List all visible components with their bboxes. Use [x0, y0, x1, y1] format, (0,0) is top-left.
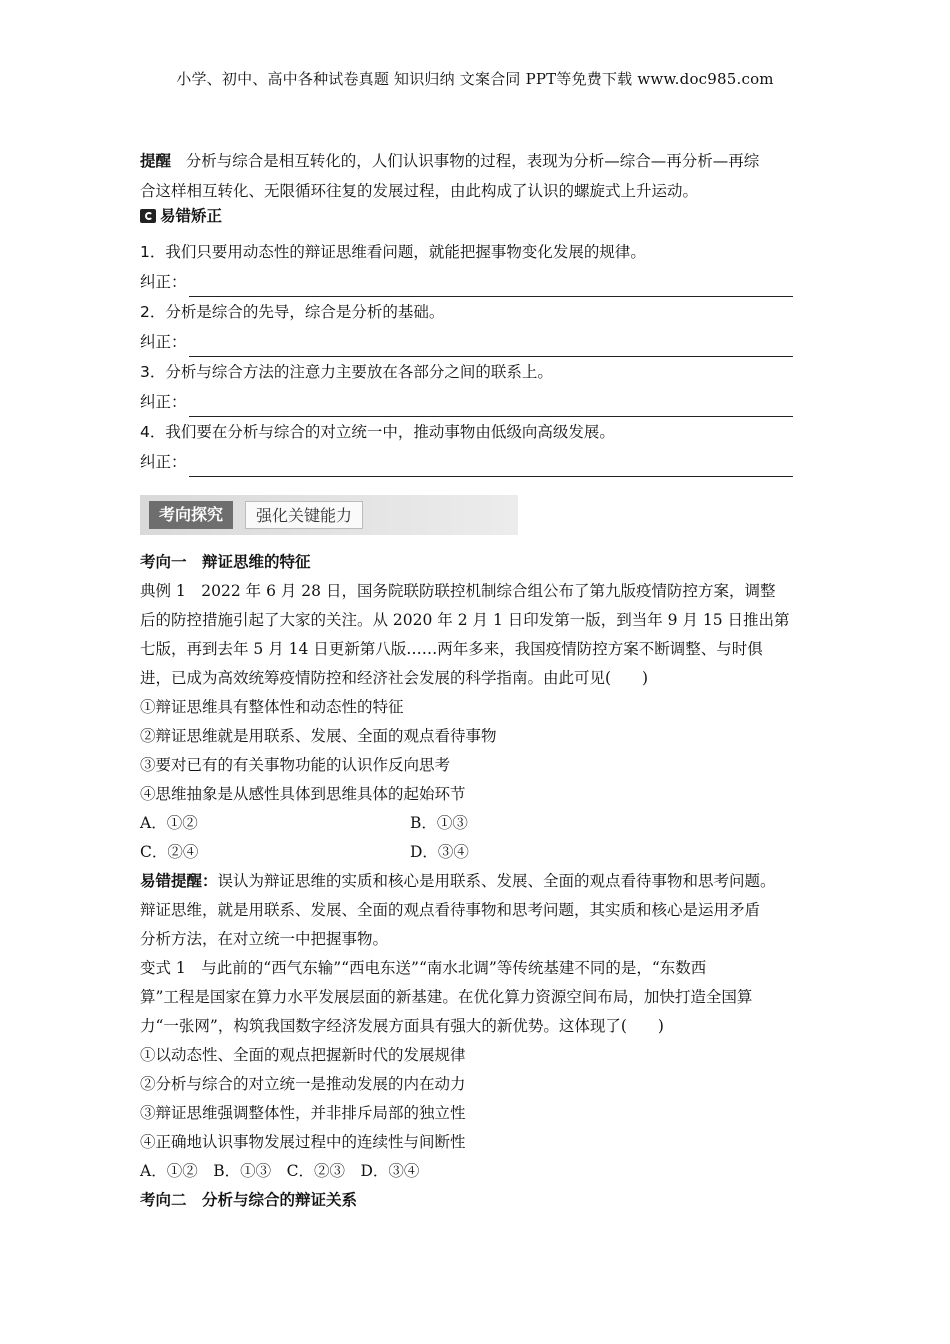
example-line-3: 七版，再到去年 5 月 14 日更新第八版……两年多来，我国疫情防控方案不断调整、与时俱	[140, 640, 763, 658]
tip-line-1: 误认为辩证思维的实质和核心是用联系、发展、全面的观点看待事物和思考问题。	[217, 872, 776, 890]
fix-label: 纠正：	[140, 333, 187, 351]
section-marker-icon	[140, 209, 156, 223]
fix-row-2	[140, 327, 820, 357]
page-header: 小学、初中、高中各种试卷真题 知识归纳 文案合同 PPT等免费下载 www.doc985.com	[176, 70, 774, 88]
variant-line-1: 变式 1 与此前的“西气东输”“西电东送”“南水北调”等传统基建不同的是，“东数西	[140, 959, 707, 977]
example-line-1: 典例 1 2022 年 6 月 28 日，国务院联防联控机制综合组公布了第九版疫情防控方案，调整	[140, 582, 776, 600]
fix-answer-line[interactable]	[189, 278, 793, 297]
example-line-2: 后的防控措施引起了大家的关注。从 2020 年 2 月 1 日印发第一版，到当年 9 月 15 日推出第	[140, 611, 790, 629]
statement-4: ④思维抽象是从感性具体到思维具体的起始环节	[140, 785, 466, 803]
option-b[interactable]: B．①③	[410, 814, 468, 832]
statement-1: ①辩证思维具有整体性和动态性的特征	[140, 698, 404, 716]
direction-1-title: 考向一 辩证思维的特征	[140, 553, 311, 571]
fix-answer-line[interactable]	[189, 398, 793, 417]
reminder-line-2: 合这样相互转化、无限循环往复的发展过程，由此构成了认识的螺旋式上升运动。	[140, 182, 699, 200]
banner-left-label: 考向探究	[149, 501, 233, 529]
section-banner	[140, 495, 518, 535]
tip-label: 易错提醒：	[140, 872, 218, 890]
fix-row-1	[140, 267, 820, 297]
statement-3: ③要对已有的有关事物功能的认识作反向思考	[140, 756, 451, 774]
variant-statement-3: ③辩证思维强调整体性，并非排斥局部的独立性	[140, 1104, 466, 1122]
tip-line-3: 分析方法，在对立统一中把握事物。	[140, 930, 389, 948]
option-a[interactable]: A．①②	[140, 814, 198, 832]
correction-item-4: 4．我们要在分析与综合的对立统一中，推动事物由低级向高级发展。	[140, 423, 615, 441]
option-c[interactable]: C．②④	[140, 843, 199, 861]
statement-2: ②辩证思维就是用联系、发展、全面的观点看待事物	[140, 727, 497, 745]
fix-label: 纠正：	[140, 453, 187, 471]
example-line-4: 进，已成为高效统筹疫情防控和经济社会发展的科学指南。由此可见( )	[140, 669, 649, 687]
fix-answer-line[interactable]	[189, 338, 793, 357]
fix-row-3	[140, 387, 820, 417]
variant-statement-4: ④正确地认识事物发展过程中的连续性与间断性	[140, 1133, 466, 1151]
fix-label: 纠正：	[140, 393, 187, 411]
reminder-block	[140, 146, 820, 206]
correction-item-1: 1．我们只要用动态性的辩证思维看问题，就能把握事物变化发展的规律。	[140, 243, 646, 261]
options-row-2	[140, 838, 820, 867]
variant-statement-1: ①以动态性、全面的观点把握新时代的发展规律	[140, 1046, 466, 1064]
correction-item-2: 2．分析是综合的先导，综合是分析的基础。	[140, 303, 445, 321]
banner-right-label: 强化关键能力	[245, 501, 363, 529]
fix-answer-line[interactable]	[189, 458, 793, 477]
option-d[interactable]: D．③④	[410, 843, 469, 861]
correction-item-3: 3．分析与综合方法的注意力主要放在各部分之间的联系上。	[140, 363, 553, 381]
variant-line-2: 算”工程是国家在算力水平发展层面的新基建。在优化算力资源空间布局，加快打造全国算	[140, 988, 753, 1006]
reminder-label: 提醒	[140, 152, 172, 170]
reminder-line-1: 分析与综合是相互转化的，人们认识事物的过程，表现为分析—综合—再分析—再综	[185, 152, 760, 170]
fix-row-4	[140, 447, 820, 477]
options-row-1	[140, 809, 820, 838]
correction-section	[140, 201, 820, 477]
variant-line-3: 力“一张网”，构筑我国数字经济发展方面具有强大的新优势。这体现了( )	[140, 1017, 664, 1035]
correction-title: 易错矫正	[140, 201, 820, 231]
fix-label: 纠正：	[140, 273, 187, 291]
variant-options[interactable]: A．①② B．①③ C．②③ D．③④	[140, 1162, 420, 1180]
variant-statement-2: ②分析与综合的对立统一是推动发展的内在动力	[140, 1075, 466, 1093]
direction-1-section	[140, 548, 820, 1215]
tip-line-2: 辩证思维，就是用联系、发展、全面的观点看待事物和思考问题，其实质和核心是运用矛盾	[140, 901, 761, 919]
direction-2-title: 考向二 分析与综合的辩证关系	[140, 1191, 358, 1209]
